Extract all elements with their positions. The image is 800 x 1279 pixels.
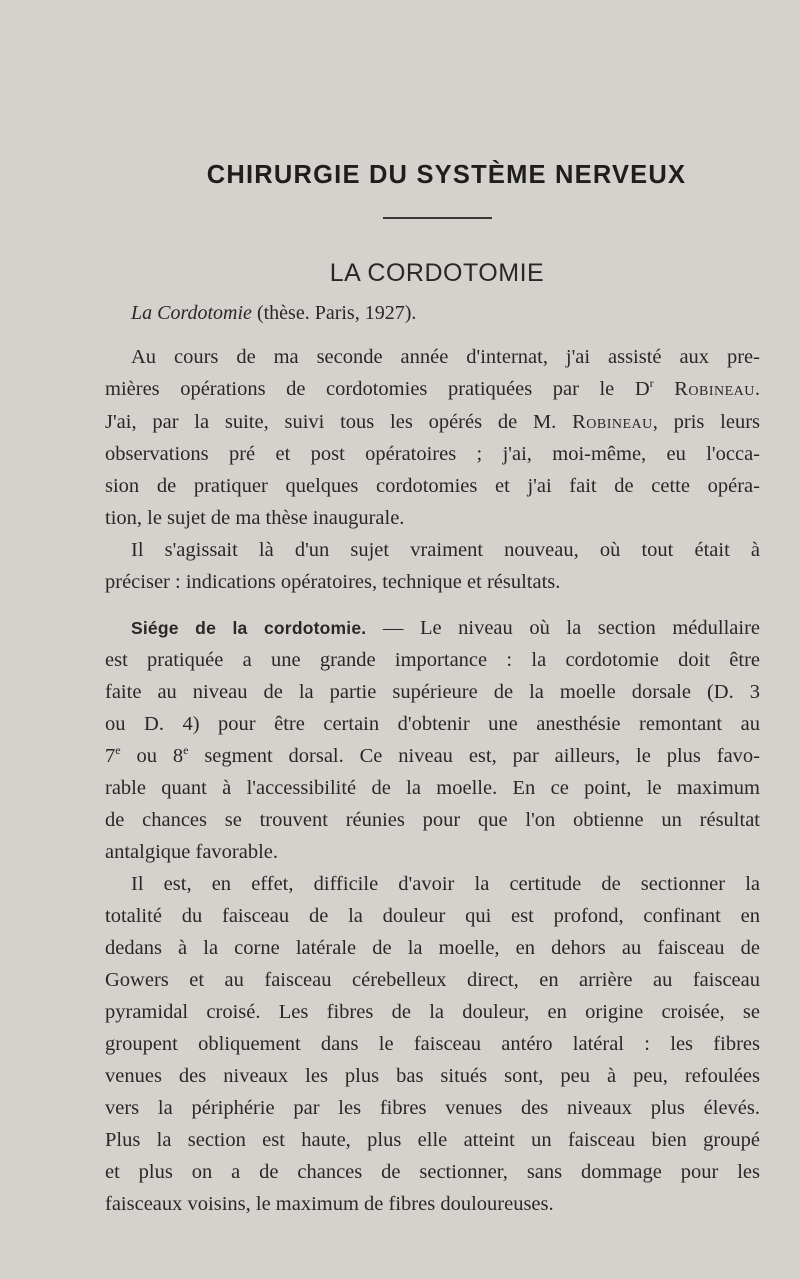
paragraph-line: faisceaux voisins, le maximum de fibres douloureuses. bbox=[105, 1193, 554, 1215]
paragraph-line: est pratiquée a une grande importance : la cordotomie doit être bbox=[105, 649, 760, 671]
bibliographic-reference bbox=[131, 302, 416, 325]
text-run: 7 bbox=[105, 745, 116, 767]
paragraph-line: Plus la section est haute, plus elle atteint un faisceau bien groupé bbox=[105, 1129, 760, 1151]
paragraph-line: observations pré et post opératoires ; j'ai, moi-même, eu l'occa- bbox=[105, 443, 760, 465]
paragraph-line: ou D. 4) pour être certain d'obtenir une anesthésie remontant au bbox=[105, 713, 760, 735]
paragraph-line: pyramidal croisé. Les fibres de la douleur, en origine croisée, se bbox=[105, 1001, 760, 1023]
text-run: . bbox=[754, 378, 760, 400]
paragraph-line: groupent obliquement dans le faisceau antéro latéral : les fibres bbox=[105, 1033, 760, 1055]
reference-details: (thèse. Paris, 1927). bbox=[251, 302, 417, 324]
author-name: Robineau bbox=[674, 378, 755, 400]
paragraph-line: vers la périphérie par les fibres venues des niveaux plus élevés. bbox=[105, 1097, 760, 1119]
text-run: — Le niveau où la section médullaire bbox=[366, 617, 761, 639]
subsection-heading: Siége de la cordotomie. bbox=[131, 618, 367, 638]
paragraph-line: Gowers et au faisceau cérebelleux direct, en arrière au faisceau bbox=[105, 969, 760, 991]
superscript: r bbox=[649, 376, 654, 391]
paragraph-line: antalgique favorable. bbox=[105, 841, 279, 863]
paragraph-line: Il est, en effet, difficile d'avoir la certitude de sectionner la bbox=[131, 873, 760, 895]
paragraph-line: faite au niveau de la partie supérieure de la moelle dorsale (D. 3 bbox=[105, 681, 760, 703]
text-run: J'ai, par la suite, suivi tous les opérés de M. bbox=[105, 411, 573, 433]
paragraph-line: de chances se trouvent réunies pour que l'on obtienne un résultat bbox=[105, 809, 760, 831]
paragraph-line: venues des niveaux les plus bas situés sont, peu à peu, refoulées bbox=[105, 1065, 760, 1087]
header-rule bbox=[383, 217, 492, 219]
author-name: Robineau bbox=[572, 411, 653, 433]
paragraph-line: et plus on a de chances de sectionner, sans dommage pour les bbox=[105, 1161, 760, 1183]
page-header: CHIRURGIE DU SYSTÈME NERVEUX bbox=[206, 161, 687, 189]
section-title: LA CORDOTOMIE bbox=[329, 259, 545, 287]
text-run: segment dorsal. Ce niveau est, par ailleurs, le plus favo- bbox=[188, 745, 761, 767]
superscript: e bbox=[115, 743, 121, 758]
paragraph-line: rable quant à l'accessibilité de la moelle. En ce point, le maximum bbox=[105, 777, 760, 799]
paragraph-line: Il s'agissait là d'un sujet vraiment nouveau, où tout était à bbox=[131, 539, 760, 561]
paragraph-line: Au cours de ma seconde année d'internat, j'ai assisté aux pre- bbox=[131, 346, 760, 368]
reference-title: La Cordotomie bbox=[131, 302, 252, 324]
superscript: e bbox=[183, 743, 189, 758]
text-run: , pris leurs bbox=[652, 411, 761, 433]
text-run: ou 8 bbox=[120, 745, 184, 767]
paragraph-line: préciser : indications opératoires, technique et résultats. bbox=[105, 571, 561, 593]
paragraph-line: dedans à la corne latérale de la moelle, en dehors au faisceau de bbox=[105, 937, 760, 959]
paragraph-line: tion, le sujet de ma thèse inaugurale. bbox=[105, 507, 405, 529]
paragraph-line: sion de pratiquer quelques cordotomies et j'ai fait de cette opéra- bbox=[105, 475, 760, 497]
paragraph-line bbox=[105, 410, 760, 434]
paragraph-line: totalité du faisceau de la douleur qui est profond, confinant en bbox=[105, 905, 760, 927]
paragraph-line bbox=[105, 744, 760, 768]
paragraph-line bbox=[105, 377, 760, 401]
text-run: mières opérations de cordotomies pratiquées par le D bbox=[105, 378, 650, 400]
paragraph-line bbox=[131, 616, 760, 640]
